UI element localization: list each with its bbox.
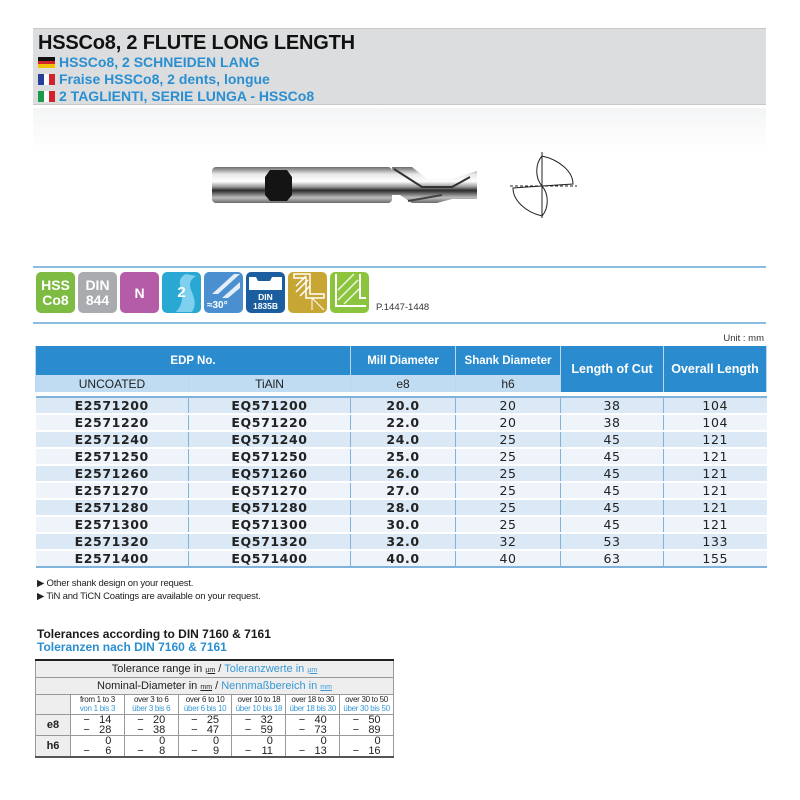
product-title: HSSCo8, 2 FLUTE LONG LENGTH [38,32,355,54]
title-german-text: HSSCo8, 2 SCHNEIDEN LANG [59,54,260,70]
title-italian-text: 2 TAGLIENTI, SERIE LUNGA - HSSCo8 [59,88,315,104]
tolerance-value: 0 − 6 [71,735,125,757]
cell-mill: 20.0 [351,397,456,414]
tolerance-value: − 50 − 89 [340,714,394,735]
title-italian [38,88,766,105]
tolerance-row [36,735,394,757]
cell-mill: 28.0 [351,499,456,516]
cell-oal: 121 [664,448,767,465]
cell-loc: 53 [561,533,664,550]
cell-tialn: EQ571400 [189,550,351,567]
cross-section-diagram [505,150,580,220]
header-tialn: TiAlN [189,375,351,392]
corner-cell [36,694,71,714]
cell-uncoated: E2571270 [36,482,189,499]
unit-label: Unit : mm [723,333,764,344]
diameter-range-header: from 1 to 3 von 1 bis 3 [71,694,125,714]
tolerance-value: − 14 − 28 [71,714,125,735]
table-row [36,482,767,499]
side-cutting-icon [288,272,327,313]
cell-uncoated: E2571260 [36,465,189,482]
cell-shank: 32 [456,533,561,550]
cell-shank: 20 [456,414,561,431]
cell-mill: 27.0 [351,482,456,499]
din-1835b-shank-icon: DIN 1835B [246,272,285,313]
header-mill-diameter: Mill Diameter [351,346,456,375]
cell-oal: 155 [664,550,767,567]
diameter-range-header: over 18 to 30 über 18 bis 30 [286,694,340,714]
cell-mill: 40.0 [351,550,456,567]
tolerance-value: 0 − 9 [178,735,232,757]
table-row [36,431,767,448]
cell-loc: 45 [561,482,664,499]
cell-mill: 22.0 [351,414,456,431]
cell-uncoated: E2571300 [36,516,189,533]
title-french [38,71,766,88]
hss-co8-material-icon: HSS Co8 [36,272,75,313]
cell-loc: 45 [561,448,664,465]
note-item: ▶ TiN and TiCN Coatings are available on your request. [37,591,261,602]
product-table [35,346,767,568]
end-mill-image [212,165,482,205]
cell-shank: 25 [456,482,561,499]
tolerance-row [36,714,394,735]
tolerance-value: − 25 − 47 [178,714,232,735]
cell-oal: 121 [664,465,767,482]
nominal-diameter-label: Nominal-Diameter in mm / Nennmaßbereich in mm [36,677,394,694]
header-length-of-cut: Length of Cut [561,346,664,392]
header-shank-tolerance: h6 [456,375,561,392]
cell-tialn: EQ571280 [189,499,351,516]
cell-shank: 25 [456,465,561,482]
tolerances-title-en: Tolerances according to DIN 7160 & 7161 [37,627,271,641]
cell-oal: 121 [664,431,767,448]
cell-uncoated: E2571200 [36,397,189,414]
table-row [36,499,767,516]
tolerance-value: − 20 − 38 [124,714,178,735]
cell-mill: 32.0 [351,533,456,550]
france-flag-icon [38,74,55,85]
feature-icons [36,272,429,313]
diameter-range-header: over 10 to 18 über 10 bis 18 [232,694,286,714]
cell-uncoated: E2571250 [36,448,189,465]
cell-tialn: EQ571270 [189,482,351,499]
cell-uncoated: E2571240 [36,431,189,448]
table-row [36,397,767,414]
cell-oal: 104 [664,397,767,414]
cell-mill: 30.0 [351,516,456,533]
tolerance-value: − 40 − 73 [286,714,340,735]
din-844-standard-icon: DIN 844 [78,272,117,313]
italy-flag-icon [38,91,55,102]
cell-tialn: EQ571220 [189,414,351,431]
cell-uncoated: E2571320 [36,533,189,550]
tolerance-value: 0 − 16 [340,735,394,757]
n-type-icon: N [120,272,159,313]
page-reference: P.1447-1448 [376,302,430,313]
header-uncoated: UNCOATED [36,375,189,392]
notes [37,577,261,603]
cell-shank: 25 [456,516,561,533]
cell-mill: 25.0 [351,448,456,465]
divider-top [33,266,766,268]
tolerance-value: 0 − 13 [286,735,340,757]
cell-loc: 45 [561,516,664,533]
header-overall-length: Overall Length [664,346,767,392]
cell-tialn: EQ571200 [189,397,351,414]
diameter-range-header: over 3 to 6 über 3 bis 6 [124,694,178,714]
cell-loc: 38 [561,414,664,431]
cell-mill: 24.0 [351,431,456,448]
cell-shank: 25 [456,499,561,516]
cell-oal: 121 [664,499,767,516]
tolerance-value: − 32 − 59 [232,714,286,735]
cell-uncoated: E2571400 [36,550,189,567]
cell-mill: 26.0 [351,465,456,482]
cell-oal: 121 [664,516,767,533]
diameter-range-header: over 6 to 10 über 6 bis 10 [178,694,232,714]
cell-loc: 63 [561,550,664,567]
cell-shank: 40 [456,550,561,567]
diameter-range-header: over 30 to 50 über 30 bis 50 [340,694,394,714]
title-band [33,28,766,105]
tolerances-heading [37,628,271,654]
title-french-text: Fraise HSSCo8, 2 dents, longue [59,71,270,87]
tolerance-table [35,659,394,758]
table-row [36,414,767,431]
cell-tialn: EQ571300 [189,516,351,533]
cell-loc: 45 [561,465,664,482]
cell-tialn: EQ571260 [189,465,351,482]
two-flute-icon: 2 [162,272,201,313]
header-shank-diameter: Shank Diameter [456,346,561,375]
cell-loc: 45 [561,431,664,448]
cell-uncoated: E2571220 [36,414,189,431]
cell-loc: 45 [561,499,664,516]
tolerance-value: 0 − 8 [124,735,178,757]
table-row [36,448,767,465]
tolerance-class-label: e8 [36,714,71,735]
tolerances-title-de: Toleranzen nach DIN 7160 & 7161 [37,640,227,654]
helix-angle-icon: ≈30° [204,272,243,313]
cell-shank: 20 [456,397,561,414]
title-german [38,54,766,71]
cell-uncoated: E2571280 [36,499,189,516]
table-row [36,465,767,482]
tolerance-range-label: Tolerance range in µm / Toleranzwerte in µm [36,660,394,677]
germany-flag-icon [38,57,55,68]
cell-oal: 104 [664,414,767,431]
cell-tialn: EQ571320 [189,533,351,550]
cell-tialn: EQ571250 [189,448,351,465]
cell-tialn: EQ571240 [189,431,351,448]
note-item: ▶ Other shank design on your request. [37,578,194,589]
tolerance-class-label: h6 [36,735,71,757]
table-row [36,516,767,533]
cell-shank: 25 [456,431,561,448]
header-mill-tolerance: e8 [351,375,456,392]
divider-bottom [33,322,766,324]
cell-oal: 121 [664,482,767,499]
cell-oal: 133 [664,533,767,550]
table-row [36,533,767,550]
cell-shank: 25 [456,448,561,465]
header-edp: EDP No. [36,346,351,375]
tolerance-value: 0 − 11 [232,735,286,757]
slotting-icon [330,272,369,313]
cell-loc: 38 [561,397,664,414]
table-row [36,550,767,567]
